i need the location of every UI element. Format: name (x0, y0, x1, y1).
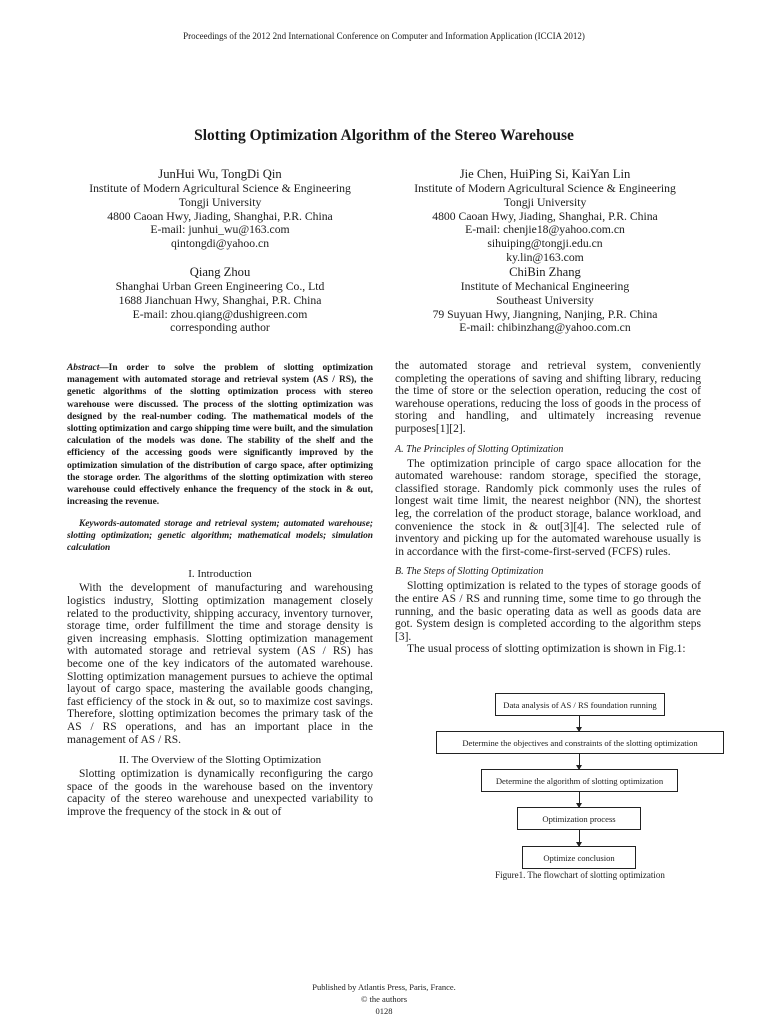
author-email: sihuiping@tongji.edu.cn (487, 237, 603, 251)
right-column (395, 360, 701, 656)
author-affiliation: Institute of Modern Agricultural Science & Engineering (89, 182, 351, 195)
author-block-4 (375, 264, 715, 335)
section-heading-introduction: I. Introduction (188, 568, 252, 581)
author-email: E-mail: chenjie18@yahoo.com.cn (465, 223, 625, 237)
author-names: Jie Chen, HuiPing Si, KaiYan Lin (459, 167, 631, 181)
author-address: 4800 Caoan Hwy, Jiading, Shanghai, P.R. China (107, 209, 333, 223)
author-email: qintongdi@yahoo.cn (170, 237, 270, 251)
author-email: E-mail: chibinzhang@yahoo.com.cn (459, 321, 631, 335)
author-affiliation: Institute of Modern Agricultural Science & Engineering (414, 182, 676, 195)
author-block-2 (375, 166, 715, 265)
author-email: E-mail: junhui_wu@163.com (150, 223, 290, 237)
steps-paragraph-fig-ref: The usual process of slotting optimization is shown in Fig.1: (407, 643, 686, 656)
keywords: Keywords-automated storage and retrieval system; automated warehouse; slotting optimization; genetic algorithm; mathematical models; simulation calculation (67, 519, 373, 554)
flowchart-step-2: Determine the objectives and constraints of the slotting optimization (436, 731, 724, 754)
flowchart-arrow (579, 754, 580, 769)
subsection-heading-steps: B. The Steps of Slotting Optimization (395, 566, 544, 578)
author-block-1 (50, 166, 390, 251)
author-address: 1688 Jianchuan Hwy, Shanghai, P.R. China (118, 293, 322, 307)
abstract-text: —In order to solve the problem of slotting optimization management with automated storage and retrieval system (AS / RS), the genetic algorithms of the slotting optimization process with stereo warehouse were discussed. The process of the slotting optimization was designed by the real-number coding. The mathematical models of the slotting optimization and cargo shipping time were built, and the simulation calculation of the models was done. The stability of the shelf and the efficiency of the accessing goods were significantly improved by the optimization simulation of the distribution of cargo space, after optimizing the storage order. The algorithms of the slotting optimization with stereo warehouse could effectively enhance the frequency of the stock in & out, increasing the revenue. (67, 363, 373, 508)
author-university: Tongji University (178, 195, 262, 209)
author-email: ky.lin@163.com (506, 250, 584, 264)
flowchart-step-3: Determine the algorithm of slotting optimization (481, 769, 678, 792)
author-university: Southeast University (496, 293, 594, 307)
author-address: 4800 Caoan Hwy, Jiading, Shanghai, P.R. China (432, 209, 658, 223)
flowchart-step-4: Optimization process (517, 807, 641, 830)
abstract-label: Abstract (67, 363, 100, 373)
figure-caption: Figure1. The flowchart of slotting optimization (495, 870, 665, 880)
author-names: Qiang Zhou (189, 265, 251, 279)
overview-paragraph: Slotting optimization is dynamically reconfiguring the cargo space of the goods in the warehouse based on the inventory capacity of the stereo warehouse and unexpected variability to improve the frequency of the stock in & out of (67, 768, 373, 818)
proceedings-header: Proceedings of the 2012 2nd International Conference on Computer and Information Application (ICCIA 2012) (183, 31, 585, 41)
author-university: Tongji University (503, 195, 587, 209)
subsection-heading-principles: A. The Principles of Slotting Optimization (395, 443, 564, 455)
abstract (67, 362, 373, 508)
flowchart-arrow (579, 792, 580, 807)
author-address: 79 Suyuan Hwy, Jiangning, Nanjing, P.R. China (432, 307, 658, 321)
paper-title: Slotting Optimization Algorithm of the Stereo Warehouse (194, 127, 574, 144)
author-block-3 (50, 264, 390, 335)
footer-copyright: © the authors (360, 994, 408, 1004)
section-heading-overview: II. The Overview of the Slotting Optimization (118, 754, 322, 767)
intro-paragraph: With the development of manufacturing and warehousing logistics industry, Slotting optimization management closely related to the productivity, shipping accuracy, inventory turnover, storage time, order fulfillment the time and storage density is given increasing emphasis. Slotting optimization management with automated storage and retrieval system (AS / RS) has become one of the key indicators of the automated warehouse. Slotting optimization management pursues to achieve the optimal layout of cargo space, mastering the available goods changing, fast efficiency of the stock in & out, so to maximize cost savings. Therefore, slotting optimization becomes the primary task of the AS / RS operations, and has an important place in the management of AS / RS. (67, 582, 373, 746)
flowchart-step-1: Data analysis of AS / RS foundation running (495, 693, 665, 716)
author-affiliation: Shanghai Urban Green Engineering Co., Ltd (115, 280, 325, 293)
page-number: 0128 (375, 1006, 393, 1016)
principles-paragraph: The optimization principle of cargo space allocation for the automated warehouse: random storage, specified the storage, classified storage. Randomly pick commonly uses the rules of longest wait time limit, the nearest neighbor (NN), the shortest leg, the correlation of the product storage, balance workload, and convenience the stock in & out[3][4]. The selected rule of inventory and picking up for the automated warehouse usually is in accordance with the first-come-first-served (FCFS) rules. (395, 457, 701, 558)
steps-paragraph: Slotting optimization is related to the types of storage goods of the entire AS / RS and running time, some time to go through the running, and the basic operating data as well as goods data are got. System design is completed according to the algorithm steps [3]. (395, 580, 701, 643)
author-names: ChiBin Zhang (509, 265, 581, 279)
author-email: E-mail: zhou.qiang@dushigreen.com (132, 307, 308, 321)
author-note: corresponding author (170, 321, 270, 335)
continued-paragraph: the automated storage and retrieval system, conveniently completing the operations of saving and shifting library, reducing the time of store or the selection operation, reducing the cost of warehouse operations, reducing the loss of goods in the process of storing and handling, and ultimately increasing revenue purposes[1][2]. (395, 360, 701, 435)
flowchart-arrow (579, 830, 580, 846)
flowchart-arrow (579, 716, 580, 731)
footer-publisher: Published by Atlantis Press, Paris, France. (312, 982, 456, 992)
flowchart-step-5: Optimize conclusion (522, 846, 636, 869)
left-column (67, 362, 373, 819)
author-names: JunHui Wu, TongDi Qin (158, 167, 282, 181)
author-affiliation: Institute of Mechanical Engineering (460, 280, 630, 293)
